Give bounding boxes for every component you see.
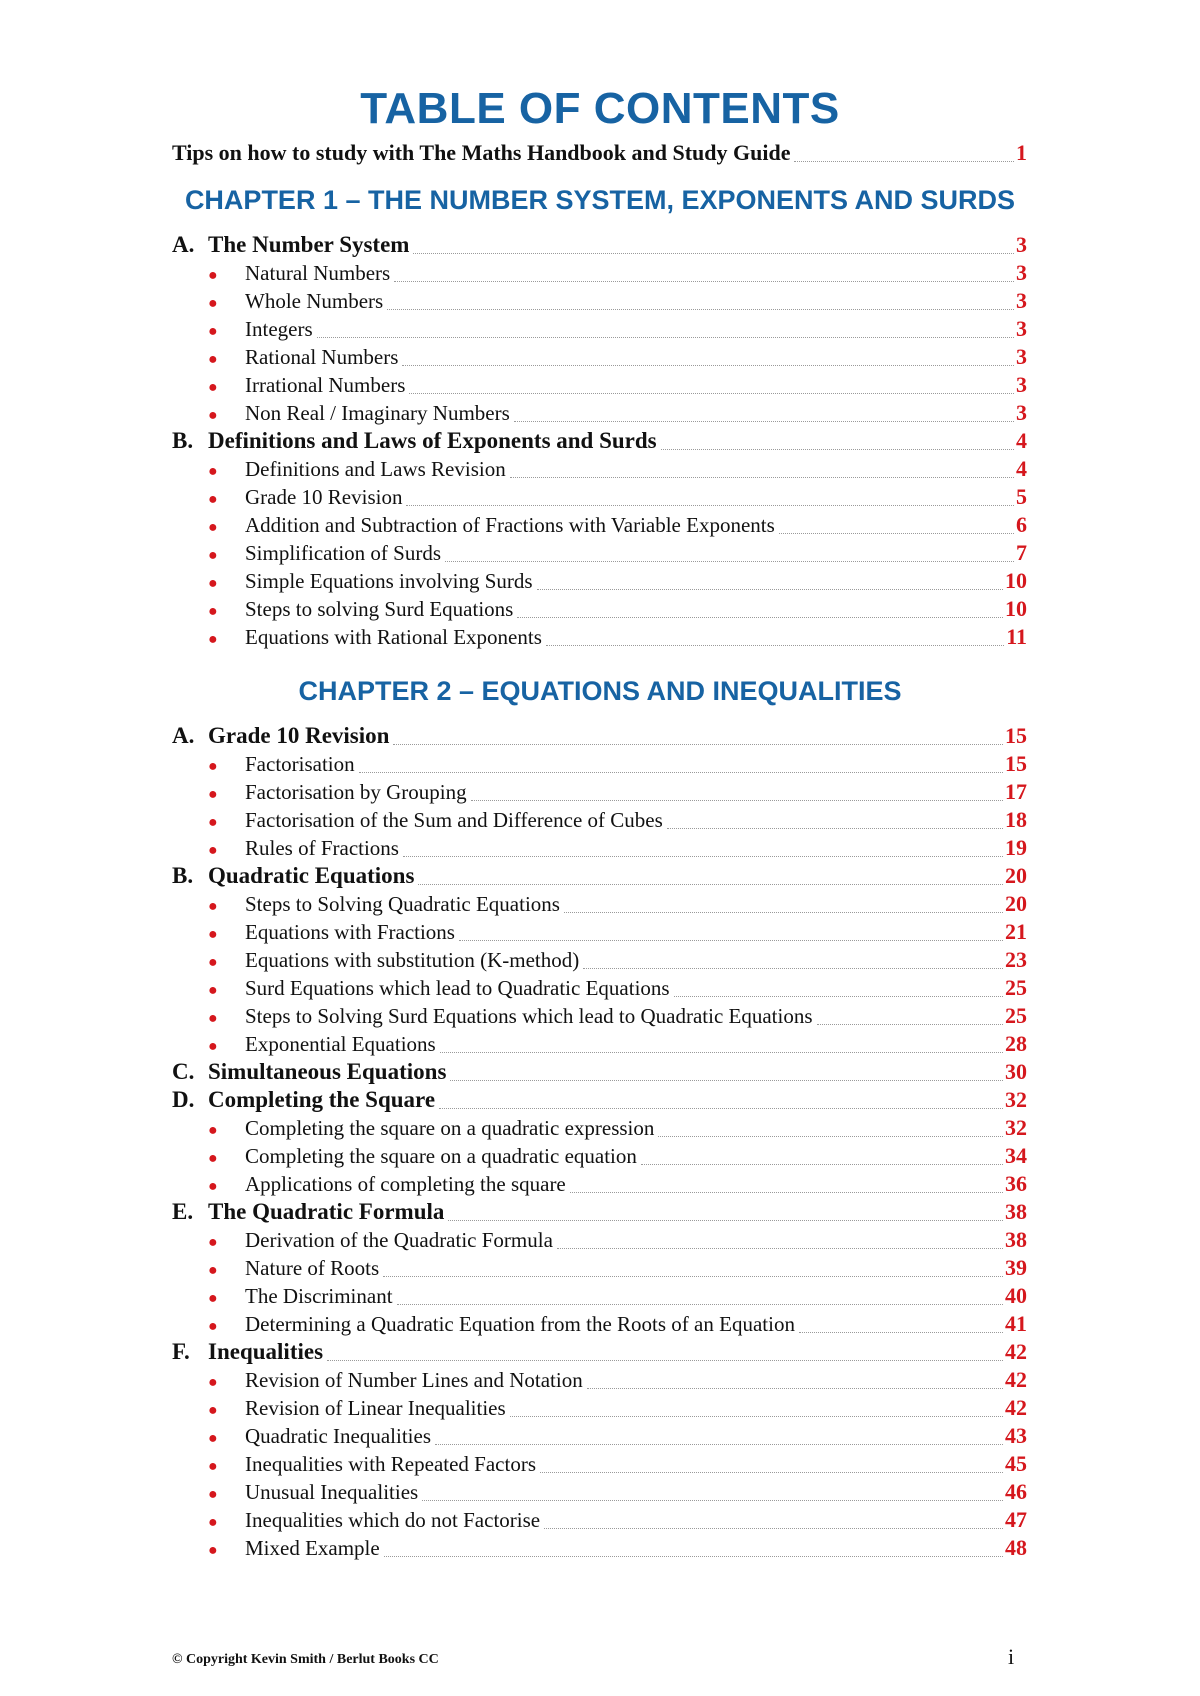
entry-label: Simultaneous Equations — [208, 1059, 447, 1084]
toc-item-entry[interactable] — [208, 1171, 1027, 1199]
entry-page-number: 5 — [1016, 484, 1027, 509]
entry-page-number: 23 — [1005, 947, 1027, 972]
entry-label: Definitions and Laws of Exponents and Surds — [208, 428, 657, 453]
entry-label: Completing the Square — [208, 1087, 436, 1112]
dot-leader — [393, 744, 1003, 745]
toc-item-entry[interactable] — [208, 1311, 1027, 1339]
toc-item-entry[interactable] — [208, 1115, 1027, 1143]
toc-item-entry[interactable] — [208, 624, 1027, 652]
entry-label: Rules of Fractions — [245, 836, 399, 860]
dot-leader — [387, 309, 1014, 310]
toc-item-entry[interactable] — [208, 372, 1027, 400]
entry-label: Inequalities which do not Factorise — [245, 1508, 541, 1532]
entry-label: Quadratic Equations — [208, 863, 415, 888]
dot-leader — [383, 1276, 1003, 1277]
page-title: TABLE OF CONTENTS — [360, 84, 840, 133]
dot-leader — [667, 828, 1003, 829]
section-letter: C. — [172, 1059, 195, 1084]
dot-leader — [450, 1080, 1003, 1081]
entry-page-number: 4 — [1016, 428, 1027, 453]
section-letter: A. — [172, 723, 195, 748]
bullet-icon: ● — [208, 1458, 218, 1475]
toc-item-entry[interactable] — [208, 484, 1027, 512]
entry-page-number: 28 — [1005, 1031, 1027, 1056]
entry-label: Definitions and Laws Revision — [245, 457, 506, 481]
entry-page-number: 45 — [1005, 1451, 1027, 1476]
bullet-icon: ● — [208, 954, 218, 971]
section-letter: B. — [172, 863, 194, 888]
bullet-icon: ● — [208, 491, 218, 508]
entry-label: Revision of Number Lines and Notation — [245, 1368, 583, 1392]
entry-label: The Discriminant — [245, 1284, 393, 1308]
dot-leader — [397, 1304, 1003, 1305]
toc-intro-entry[interactable] — [172, 140, 1027, 168]
entry-page-number: 20 — [1005, 891, 1027, 916]
entry-label: Grade 10 Revision — [208, 723, 390, 748]
bullet-icon: ● — [208, 1178, 218, 1195]
toc-item-entry[interactable] — [208, 835, 1027, 863]
entry-label: Tips on how to study with The Maths Handbook and Study Guide — [172, 140, 791, 165]
dot-leader — [439, 1108, 1003, 1109]
dot-leader — [583, 968, 1003, 969]
dot-leader — [435, 1444, 1003, 1445]
toc-item-entry[interactable] — [208, 568, 1027, 596]
bullet-icon: ● — [208, 1430, 218, 1447]
toc-item-entry[interactable] — [208, 316, 1027, 344]
bullet-icon: ● — [208, 1122, 218, 1139]
toc-section-entry[interactable] — [172, 428, 1027, 456]
toc-item-entry[interactable] — [208, 1031, 1027, 1059]
toc-item-entry[interactable] — [208, 891, 1027, 919]
toc-item-entry[interactable] — [208, 779, 1027, 807]
entry-label: Determining a Quadratic Equation from the Roots of an Equation — [245, 1312, 795, 1336]
dot-leader — [587, 1388, 1003, 1389]
dot-leader — [641, 1164, 1003, 1165]
dot-leader — [557, 1248, 1003, 1249]
dot-leader — [546, 645, 1004, 646]
entry-label: The Quadratic Formula — [208, 1199, 445, 1224]
dot-leader — [661, 449, 1014, 450]
dot-leader — [510, 477, 1014, 478]
bullet-icon: ● — [208, 575, 218, 592]
toc-section-entry[interactable] — [172, 723, 1027, 751]
entry-label: Revision of Linear Inequalities — [245, 1396, 506, 1420]
dot-leader — [564, 912, 1003, 913]
dot-leader — [448, 1220, 1003, 1221]
dot-leader — [440, 1052, 1003, 1053]
toc-item-entry[interactable] — [208, 751, 1027, 779]
entry-page-number: 3 — [1016, 372, 1027, 397]
toc-item-entry[interactable] — [208, 260, 1027, 288]
bullet-icon: ● — [208, 603, 218, 620]
entry-label: Factorisation by Grouping — [245, 780, 467, 804]
toc-item-entry[interactable] — [208, 1479, 1027, 1507]
bullet-icon: ● — [208, 1150, 218, 1167]
entry-page-number: 42 — [1005, 1395, 1027, 1420]
bullet-icon: ● — [208, 1290, 218, 1307]
entry-page-number: 39 — [1005, 1255, 1027, 1280]
chapter-heading: CHAPTER 2 – EQUATIONS AND INEQUALITIES — [298, 676, 902, 706]
toc-item-entry[interactable] — [208, 807, 1027, 835]
dot-leader — [422, 1500, 1003, 1501]
bullet-icon: ● — [208, 814, 218, 831]
entry-label: Steps to solving Surd Equations — [245, 597, 514, 621]
entry-page-number: 11 — [1006, 624, 1027, 649]
dot-leader — [418, 884, 1003, 885]
bullet-icon: ● — [208, 323, 218, 340]
dot-leader — [799, 1332, 1003, 1333]
entry-page-number: 38 — [1005, 1227, 1027, 1252]
entry-page-number: 40 — [1005, 1283, 1027, 1308]
toc-item-entry[interactable] — [208, 1451, 1027, 1479]
bullet-icon: ● — [208, 1402, 218, 1419]
section-letter: F. — [172, 1339, 190, 1364]
bullet-icon: ● — [208, 898, 218, 915]
toc-item-entry[interactable] — [208, 400, 1027, 428]
entry-page-number: 42 — [1005, 1367, 1027, 1392]
entry-label: Inequalities — [208, 1339, 324, 1364]
entry-label: Equations with Rational Exponents — [245, 625, 542, 649]
entry-page-number: 10 — [1005, 596, 1027, 621]
bullet-icon: ● — [208, 1038, 218, 1055]
toc-item-entry[interactable] — [208, 1227, 1027, 1255]
copyright-notice: © Copyright Kevin Smith / Berlut Books CC — [172, 1652, 439, 1667]
toc-section-entry[interactable] — [172, 863, 1027, 891]
section-letter: B. — [172, 428, 194, 453]
entry-page-number: 34 — [1005, 1143, 1027, 1168]
bullet-icon: ● — [208, 1514, 218, 1531]
toc-item-entry[interactable] — [208, 1003, 1027, 1031]
entry-label: Grade 10 Revision — [245, 485, 403, 509]
entry-label: Equations with Fractions — [245, 920, 455, 944]
entry-label: Mixed Example — [245, 1536, 380, 1560]
entry-page-number: 18 — [1005, 807, 1027, 832]
dot-leader — [327, 1360, 1003, 1361]
dot-leader — [510, 1416, 1003, 1417]
dot-leader — [514, 421, 1014, 422]
dot-leader — [674, 996, 1003, 997]
bullet-icon: ● — [208, 407, 218, 424]
entry-label: Irrational Numbers — [245, 373, 406, 397]
entry-page-number: 1 — [1016, 140, 1027, 165]
entry-page-number: 20 — [1005, 863, 1027, 888]
bullet-icon: ● — [208, 351, 218, 368]
entry-label: Applications of completing the square — [245, 1172, 566, 1196]
toc-section-entry[interactable] — [172, 1087, 1027, 1115]
toc-item-entry[interactable] — [208, 1507, 1027, 1535]
entry-page-number: 21 — [1005, 919, 1027, 944]
bullet-icon: ● — [208, 982, 218, 999]
entry-label: Inequalities with Repeated Factors — [245, 1452, 536, 1476]
toc-item-entry[interactable] — [208, 1255, 1027, 1283]
bullet-icon: ● — [208, 1262, 218, 1279]
entry-page-number: 10 — [1005, 568, 1027, 593]
toc-item-entry[interactable] — [208, 288, 1027, 316]
bullet-icon: ● — [208, 463, 218, 480]
entry-page-number: 46 — [1005, 1479, 1027, 1504]
entry-label: Derivation of the Quadratic Formula — [245, 1228, 553, 1252]
page-number: i — [1008, 1644, 1015, 1669]
bullet-icon: ● — [208, 1486, 218, 1503]
toc-item-entry[interactable] — [208, 1535, 1027, 1563]
dot-leader — [537, 589, 1003, 590]
dot-leader — [459, 940, 1003, 941]
toc-item-entry[interactable] — [208, 1395, 1027, 1423]
entry-page-number: 48 — [1005, 1535, 1027, 1560]
entry-page-number: 7 — [1016, 540, 1027, 565]
chapter-heading: CHAPTER 1 – THE NUMBER SYSTEM, EXPONENTS AND SURDS — [184, 185, 1016, 215]
entry-page-number: 4 — [1016, 456, 1027, 481]
entry-page-number: 30 — [1005, 1059, 1027, 1084]
bullet-icon: ● — [208, 1374, 218, 1391]
entry-page-number: 32 — [1005, 1115, 1027, 1140]
entry-page-number: 43 — [1005, 1423, 1027, 1448]
entry-page-number: 42 — [1005, 1339, 1027, 1364]
toc-item-entry[interactable] — [208, 975, 1027, 1003]
dot-leader — [402, 365, 1014, 366]
toc-item-entry[interactable] — [208, 1283, 1027, 1311]
entry-label: Integers — [245, 317, 313, 341]
entry-label: Rational Numbers — [245, 345, 399, 369]
toc-item-entry[interactable] — [208, 456, 1027, 484]
entry-label: Non Real / Imaginary Numbers — [245, 401, 510, 425]
entry-label: Completing the square on a quadratic expression — [245, 1116, 655, 1140]
section-letter: D. — [172, 1087, 195, 1112]
dot-leader — [317, 337, 1014, 338]
toc-section-entry[interactable] — [172, 1339, 1027, 1367]
bullet-icon: ● — [208, 547, 218, 564]
dot-leader — [403, 856, 1003, 857]
bullet-icon: ● — [208, 1010, 218, 1027]
entry-page-number: 3 — [1016, 288, 1027, 313]
entry-page-number: 17 — [1005, 779, 1027, 804]
dot-leader — [394, 281, 1014, 282]
toc-item-entry[interactable] — [208, 512, 1027, 540]
dot-leader — [517, 617, 1003, 618]
dot-leader — [409, 393, 1014, 394]
entry-page-number: 47 — [1005, 1507, 1027, 1532]
entry-label: Equations with substitution (K-method) — [245, 948, 580, 972]
bullet-icon: ● — [208, 295, 218, 312]
entry-label: Steps to Solving Quadratic Equations — [245, 892, 560, 916]
dot-leader — [540, 1472, 1003, 1473]
entry-page-number: 38 — [1005, 1199, 1027, 1224]
dot-leader — [658, 1136, 1003, 1137]
dot-leader — [406, 505, 1014, 506]
toc-item-entry[interactable] — [208, 596, 1027, 624]
dot-leader — [544, 1528, 1003, 1529]
entry-page-number: 3 — [1016, 232, 1027, 257]
bullet-icon: ● — [208, 267, 218, 284]
entry-page-number: 15 — [1005, 751, 1027, 776]
section-letter: A. — [172, 232, 195, 257]
toc-item-entry[interactable] — [208, 1367, 1027, 1395]
entry-label: Surd Equations which lead to Quadratic Equations — [245, 976, 670, 1000]
dot-leader — [445, 561, 1014, 562]
entry-page-number: 15 — [1005, 723, 1027, 748]
entry-page-number: 3 — [1016, 260, 1027, 285]
section-letter: E. — [172, 1199, 194, 1224]
entry-label: The Number System — [208, 232, 410, 257]
bullet-icon: ● — [208, 786, 218, 803]
entry-label: Completing the square on a quadratic equation — [245, 1144, 637, 1168]
entry-page-number: 36 — [1005, 1171, 1027, 1196]
entry-label: Simplification of Surds — [245, 541, 441, 565]
entry-label: Addition and Subtraction of Fractions with Variable Exponents — [245, 513, 775, 537]
entry-page-number: 6 — [1016, 512, 1027, 537]
entry-page-number: 25 — [1005, 975, 1027, 1000]
entry-label: Nature of Roots — [245, 1256, 380, 1280]
entry-page-number: 3 — [1016, 344, 1027, 369]
toc-section-entry[interactable] — [172, 1199, 1027, 1227]
bullet-icon: ● — [208, 379, 218, 396]
bullet-icon: ● — [208, 1542, 218, 1559]
entry-label: Factorisation of the Sum and Difference of Cubes — [245, 808, 663, 832]
toc-item-entry[interactable] — [208, 1423, 1027, 1451]
toc-item-entry[interactable] — [208, 344, 1027, 372]
bullet-icon: ● — [208, 1318, 218, 1335]
dot-leader — [384, 1556, 1003, 1557]
entry-label: Unusual Inequalities — [245, 1480, 419, 1504]
dot-leader — [413, 253, 1014, 254]
entry-label: Quadratic Inequalities — [245, 1424, 432, 1448]
entry-page-number: 41 — [1005, 1311, 1027, 1336]
dot-leader — [817, 1024, 1003, 1025]
toc-item-entry[interactable] — [208, 947, 1027, 975]
bullet-icon: ● — [208, 926, 218, 943]
entry-page-number: 3 — [1016, 316, 1027, 341]
dot-leader — [794, 161, 1014, 162]
bullet-icon: ● — [208, 1234, 218, 1251]
toc-item-entry[interactable] — [208, 919, 1027, 947]
toc-section-entry[interactable] — [172, 1059, 1027, 1087]
entry-label: Steps to Solving Surd Equations which lead to Quadratic Equations — [245, 1004, 813, 1028]
entry-page-number: 25 — [1005, 1003, 1027, 1028]
bullet-icon: ● — [208, 631, 218, 648]
dot-leader — [471, 800, 1003, 801]
bullet-icon: ● — [208, 758, 218, 775]
dot-leader — [359, 772, 1003, 773]
bullet-icon: ● — [208, 842, 218, 859]
toc-item-entry[interactable] — [208, 540, 1027, 568]
toc-section-entry[interactable] — [172, 232, 1027, 260]
entry-label: Factorisation — [245, 752, 355, 776]
entry-page-number: 19 — [1005, 835, 1027, 860]
entry-label: Simple Equations involving Surds — [245, 569, 533, 593]
entry-label: Exponential Equations — [245, 1032, 436, 1056]
dot-leader — [570, 1192, 1003, 1193]
entry-label: Whole Numbers — [245, 289, 384, 313]
entry-label: Natural Numbers — [245, 261, 391, 285]
entry-page-number: 32 — [1005, 1087, 1027, 1112]
toc-item-entry[interactable] — [208, 1143, 1027, 1171]
dot-leader — [779, 533, 1014, 534]
entry-page-number: 3 — [1016, 400, 1027, 425]
bullet-icon: ● — [208, 519, 218, 536]
